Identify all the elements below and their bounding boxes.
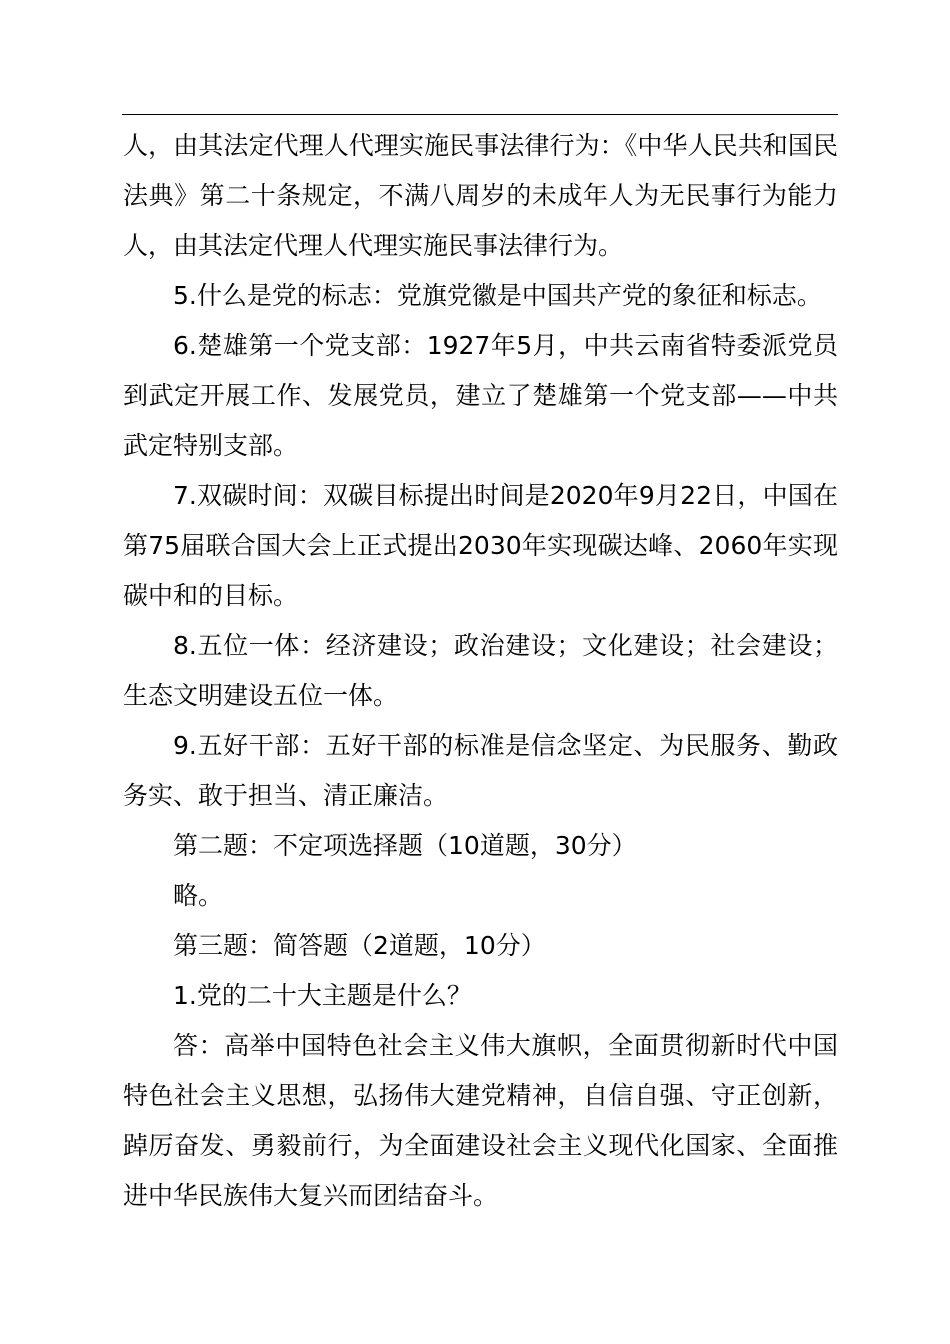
- question-1: 1.党的二十大主题是什么？: [173, 981, 472, 1010]
- paragraph-item-9: 9.五好干部：五好干部的标准是信念坚定、为民服务、勤政务实、敢于担当、清正廉洁。: [123, 731, 838, 810]
- paragraph-omitted: 略。: [173, 881, 224, 910]
- paragraph-item-5: 5.什么是党的标志：党旗党徽是中国共产党的象征和标志。: [173, 281, 822, 310]
- document-body: [123, 121, 838, 1221]
- paragraph-item-6: 6.楚雄第一个党支部：1927年5月，中共云南省特委派党员到武定开展工作、发展党员，建立了楚雄第一个党支部——中共武定特别支部。: [123, 331, 838, 460]
- answer-1: 答：高举中国特色社会主义伟大旗帜，全面贯彻新时代中国特色社会主义思想，弘扬伟大建党精神，自信自强、守正创新，踔厉奋发、勇毅前行，为全面建设社会主义现代化国家、全面推进中华民族伟大复兴而团结奋斗。: [123, 1031, 838, 1210]
- section-heading-3: 第三题：简答题（2道题，10分）: [173, 931, 546, 960]
- header-rule: [122, 114, 838, 115]
- paragraph-continuation: 人，由其法定代理人代理实施民事法律行为：《中华人民共和国民法典》第二十条规定，不满八周岁的未成年人为无民事行为能力人，由其法定代理人代理实施民事法律行为。: [123, 131, 838, 260]
- section-heading-2: 第二题：不定项选择题（10道题，30分）: [173, 831, 637, 860]
- paragraph-item-8: 8.五位一体：经济建设；政治建设；文化建设；社会建设；生态文明建设五位一体。: [123, 631, 838, 710]
- paragraph-item-7: 7.双碳时间：双碳目标提出时间是2020年9月22日，中国在第75届联合国大会上正式提出2030年实现碳达峰、2060年实现碳中和的目标。: [123, 481, 838, 610]
